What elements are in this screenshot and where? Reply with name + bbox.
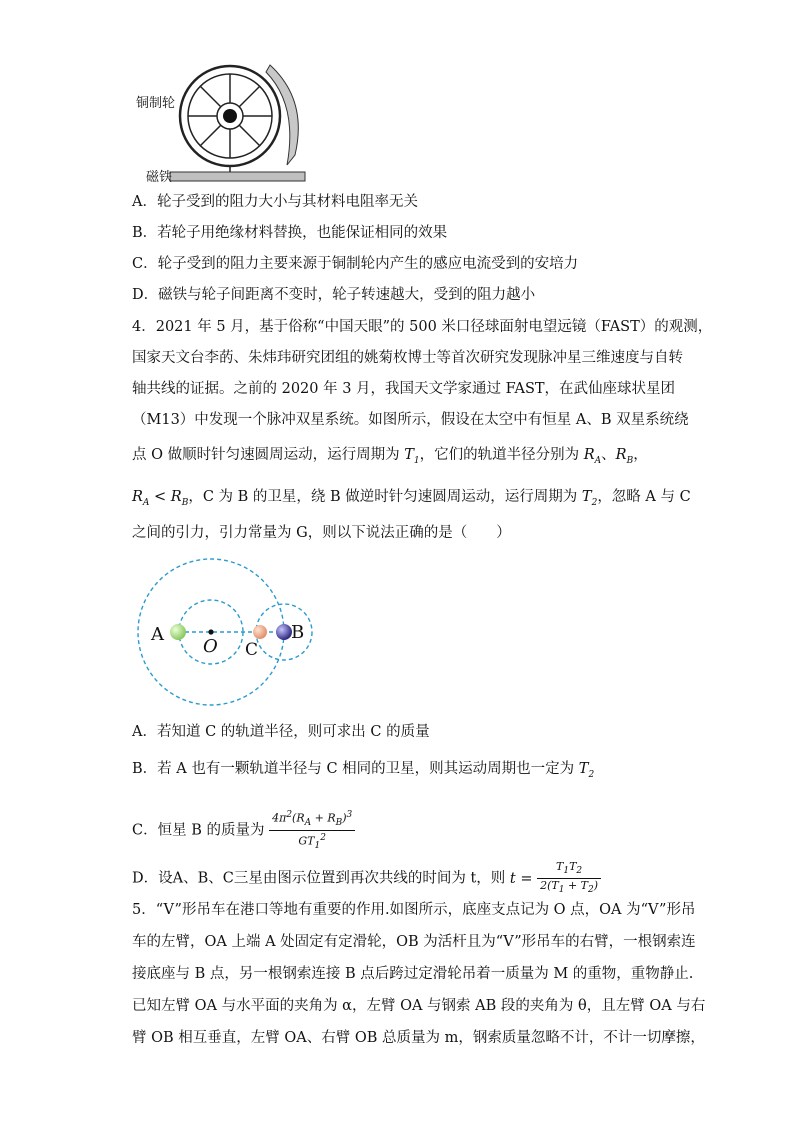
q4-line-5: 点 O 做顺时针匀速圆周运动，运行周期为 $T_1$，它们的轨道半径分别为 $R_A$、$R_B$， [132,447,648,466]
q4-line-1: 4．2021 年 5 月，基于俗称“中国天眼”的 500 米口径球面射电望远镜（FAST）的观测， [132,319,713,335]
q5-line-2: 车的左臂，OA 上端 A 处固定有定滑轮，OB 为活杆且为“V”形吊车的右臂，一根钢索连 [132,934,696,950]
q4-option-c-text: C．恒星 B 的质量为 [132,822,270,839]
q5-line-1: 5．“V”形吊车在港口等地有重要的作用.如图所示，底座支点记为 O 点，OA 为“V”形吊 [132,902,696,918]
q3-option-c: C．轮子受到的阻力主要来源于铜制轮内产生的感应电流受到的安培力 [132,256,579,272]
radius-inequality: $R_A < R_B$ [132,489,189,508]
period-t2: $T_2$ [581,489,598,508]
q4-line-6b: ，C 为 B 的卫星，绕 B 做逆时针匀速圆周运动，运行周期为 [188,489,582,505]
center-o [208,629,213,634]
label-a: A [151,624,164,645]
q3-option-b: B．若轮子用绝缘材料替换，也能保证相同的效果 [132,225,448,241]
star-b [276,624,292,640]
q4-option-a: A．若知道 C 的轨道半径，则可求出 C 的质量 [132,724,430,740]
period-t2-b: $T_2$ [578,761,595,780]
period-t1: $T_1$ [404,447,420,466]
q4-option-d [132,860,601,897]
radius-rb: $R_B$ [615,447,634,466]
q4-option-d-text: D．设A、B、C三星由图示位置到再次共线的时间为 t，则 [132,870,510,887]
satellite-c [253,625,267,639]
label-o: O [203,636,218,657]
q4-line-4: （M13）中发现一个脉冲双星系统。如图所示，假设在太空中有恒星 A、B 双星系统绕 [132,412,689,428]
q4-option-c [132,808,355,853]
wheel-label: 铜制轮 [136,96,176,111]
q4-line-5a: 点 O 做顺时针匀速圆周运动，运行周期为 [132,447,405,463]
q3-option-d: D．磁铁与轮子间距离不变时，轮子转速越大，受到的阻力越小 [132,287,536,303]
q4-line-3: 轴共线的证据。之前的 2020 年 3 月，我国天文学家通过 FAST，在武仙座球状星团 [132,381,676,397]
star-a [170,624,186,640]
q4-option-b [132,759,594,785]
q4-option-b-text: B．若 A 也有一颗轨道半径与 C 相同的卫星，则其运动周期也一定为 [132,761,579,777]
q4-line-2: 国家天文台李菂、朱炜玮研究团组的姚菊枚博士等首次研究发现脉冲星三维速度与自转 [132,350,683,366]
time-formula: t = $\frac{T_1T_2}{2(T_1 + T_2)}$ [510,871,601,887]
q5-line-4: 已知左臂 OA 与水平面的夹角为 α，左臂 OA 与钢索 AB 段的夹角为 θ，且左臂 OA 与右 [132,998,706,1014]
label-c: C [245,640,259,660]
magnet-label: 磁铁 [146,170,173,185]
radius-ra: $R_A$ [583,447,602,466]
q4-line-6 [132,487,691,513]
mass-formula: $\frac{4\pi^2(R_A + R_B)^3}{GT_1^2}$ [269,808,355,853]
q4-line-6c: ，忽略 A 与 C [597,489,691,505]
label-b: B [291,622,305,643]
q5-line-5: 臂 OB 相互垂直，左臂 OA、右臂 OB 总质量为 m，钢索质量忽略不计，不计一切摩擦， [132,1030,705,1046]
q3-option-a: A．轮子受到的阻力大小与其材料电阻率无关 [132,194,418,210]
q4-line-5b: ，它们的轨道半径分别为 [419,447,584,463]
q4-line-7: 之间的引力，引力常量为 G，则以下说法正确的是（ ） [132,525,511,541]
q5-line-3: 接底座与 B 点，另一根钢索连接 B 点后跨过定滑轮吊着一质量为 M 的重物，重物静止. [132,966,694,982]
